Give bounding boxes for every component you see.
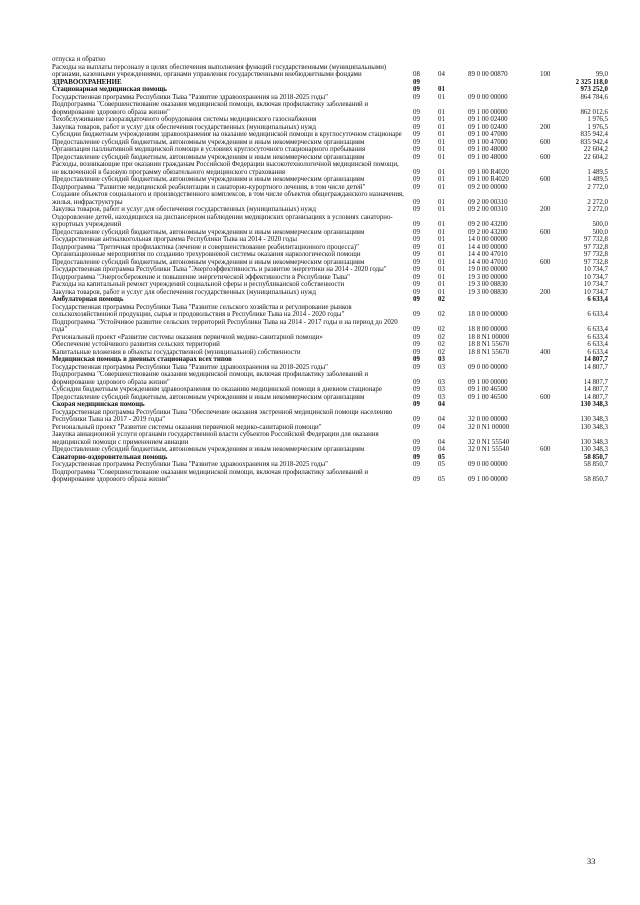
section-row bbox=[52, 454, 608, 462]
row-razdel: 09 bbox=[413, 266, 420, 273]
row-podrazdel: 01 bbox=[438, 281, 445, 288]
row-target-article: 32 0 N1 00000 bbox=[468, 423, 510, 431]
row-podrazdel: 01 bbox=[438, 236, 445, 243]
table-row bbox=[52, 191, 608, 206]
row-target-article: 09 1 00 R4020 bbox=[468, 168, 509, 176]
table-row bbox=[52, 364, 608, 372]
row-amount: 10 734,7 bbox=[583, 281, 608, 288]
row-razdel: 09 bbox=[413, 131, 420, 138]
row-description: Предоставление субсидий бюджетным, автономным учреждениям и иным некоммерческим организациям bbox=[52, 153, 365, 161]
row-amount: 58 850,7 bbox=[583, 453, 608, 461]
row-description: Предоставление субсидий бюджетным, автономным учреждениям и иным некоммерческим организациям bbox=[52, 393, 365, 401]
row-description: ЗДРАВООХРАНЕНИЕ bbox=[52, 78, 122, 86]
row-target-article: 19 3 00 08830 bbox=[468, 281, 508, 288]
row-amount: 14 807,7 bbox=[583, 356, 608, 363]
table-row bbox=[52, 469, 608, 484]
table-row bbox=[52, 424, 608, 432]
table-row bbox=[52, 386, 608, 394]
row-description: Субсидии бюджетным учреждениям здравоохранения на оказание медицинской помощи в круглосуточном стационаре bbox=[52, 131, 402, 138]
row-podrazdel: 02 bbox=[438, 296, 445, 303]
row-expense-type: 600 bbox=[540, 153, 551, 161]
row-amount: 2 272,0 bbox=[587, 198, 608, 206]
row-description: Субсидии бюджетным учреждениям здравоохранения по оказанию медицинской помощи в дневном стационаре bbox=[52, 386, 382, 393]
row-amount: 2 772,0 bbox=[587, 183, 608, 191]
row-razdel: 09 bbox=[413, 221, 420, 228]
row-target-article: 18 8 N1 00000 bbox=[468, 333, 510, 341]
row-razdel: 09 bbox=[413, 198, 420, 206]
row-podrazdel: 02 bbox=[438, 311, 445, 318]
table-row bbox=[52, 116, 608, 124]
row-description: Подпрограмма "Развитие медицинской реабилитации и санаторно-курортного лечения, в том числе детей" bbox=[52, 183, 366, 191]
row-podrazdel: 01 bbox=[438, 146, 445, 153]
row-amount: 10 734,7 bbox=[583, 288, 608, 296]
row-razdel: 09 bbox=[413, 423, 420, 431]
table-row bbox=[52, 289, 608, 297]
row-amount: 130 348,3 bbox=[580, 446, 608, 453]
table-row bbox=[52, 259, 608, 267]
row-target-article: 09 1 00 02400 bbox=[468, 116, 508, 123]
row-podrazdel: 03 bbox=[438, 363, 445, 371]
table-row bbox=[52, 184, 608, 192]
row-description: Расходы, возникающие при оказании гражданам Российской Федерации высокотехнологичной медицинской помощи, не включенной в базовую программу обязательного медицинского страхования bbox=[52, 161, 399, 176]
row-podrazdel: 01 bbox=[438, 183, 445, 191]
row-description: Предоставление субсидий бюджетным, автономным учреждениям и иным некоммерческим организациям bbox=[52, 258, 365, 266]
row-razdel: 09 bbox=[413, 236, 420, 243]
row-description: Создание объектов социального и производственного комплексов, в том числе объектов общегражданского назначения, жилья, инфраструктуры bbox=[52, 191, 404, 206]
section-row bbox=[52, 356, 608, 364]
page-number: 33 bbox=[587, 856, 596, 866]
row-amount: 14 807,7 bbox=[583, 393, 608, 401]
row-amount: 973 252,0 bbox=[580, 86, 608, 93]
table-row bbox=[52, 131, 608, 139]
row-podrazdel: 04 bbox=[438, 71, 445, 78]
row-podrazdel: 02 bbox=[438, 333, 445, 341]
row-podrazdel: 05 bbox=[438, 476, 445, 483]
row-podrazdel: 05 bbox=[438, 453, 445, 461]
row-description: Предоставление субсидий бюджетным, автономным учреждениям и иным некоммерческим организациям bbox=[52, 228, 365, 236]
row-razdel: 09 bbox=[413, 251, 420, 258]
row-description: Подпрограмма "Совершенствование оказания медицинской помощи, включая профилактику заболеваний и формирование здорового образа жизни" bbox=[52, 101, 369, 116]
row-expense-type: 200 bbox=[540, 288, 551, 296]
row-target-article: 18 0 00 00000 bbox=[468, 311, 508, 318]
row-description: Закупка авиационной услуги органами государственной власти субъектов Российской Федерации для оказания медицинской помощи с применением авиации bbox=[52, 431, 379, 446]
row-target-article: 09 1 00 46500 bbox=[468, 386, 508, 393]
row-description: Государственная программа Республики Тыва "Обеспечение оказания экстренной медицинской помощи населению Республики Тыва на 2017 - 2019 годы" bbox=[52, 408, 393, 423]
row-description: Подпрограмма "Совершенствование оказания медицинской помощи, включая профилактику заболеваний и формирование здорового образа жизни" bbox=[52, 468, 369, 483]
row-target-article: 19 3 00 00000 bbox=[468, 273, 508, 281]
row-target-article: 09 1 00 48000 bbox=[468, 153, 508, 161]
row-expense-type: 100 bbox=[540, 71, 551, 78]
row-description: Предоставление субсидий бюджетным, автономным учреждениям и иным некоммерческим организациям bbox=[52, 446, 365, 453]
row-description: Региональный проект «Развитие системы оказания первичной медико-санитарной помощи» bbox=[52, 333, 323, 341]
row-description: Медицинская помощь в дневных стационарах всех типов bbox=[52, 356, 232, 363]
row-podrazdel: 01 bbox=[438, 243, 445, 251]
row-target-article: 09 1 00 47000 bbox=[468, 138, 508, 146]
row-razdel: 09 bbox=[413, 183, 420, 191]
row-razdel: 09 bbox=[413, 401, 420, 408]
row-amount: 500,0 bbox=[592, 228, 608, 236]
row-description: Предоставление субсидий бюджетным, автономным учреждениям и иным некоммерческим организациям bbox=[52, 176, 365, 183]
row-description: Государственная программа Республики Тыва "Развитие здравоохранения на 2018-2025 годы" bbox=[52, 363, 328, 371]
row-description: Государственная антиалкогольная программа Республики Тыва на 2014 - 2020 годы bbox=[52, 236, 297, 243]
row-target-article: 09 1 00 47000 bbox=[468, 131, 508, 138]
row-expense-type: 200 bbox=[540, 206, 551, 213]
row-podrazdel: 01 bbox=[438, 153, 445, 161]
row-amount: 14 807,7 bbox=[583, 386, 608, 393]
row-amount: 500,0 bbox=[592, 221, 608, 228]
row-razdel: 09 bbox=[413, 416, 420, 423]
table-row bbox=[52, 56, 608, 64]
table-row bbox=[52, 244, 608, 252]
table-row bbox=[52, 274, 608, 282]
row-target-article: 14 4 00 47010 bbox=[468, 251, 508, 258]
row-amount: 6 633,4 bbox=[587, 296, 608, 303]
row-description: Закупка товаров, работ и услуг для обеспечения государственных (муниципальных) нужд bbox=[52, 206, 316, 213]
table-row bbox=[52, 206, 608, 214]
row-razdel: 09 bbox=[413, 123, 420, 131]
row-expense-type: 200 bbox=[540, 123, 551, 131]
row-target-article: 09 2 00 43200 bbox=[468, 228, 508, 236]
row-description: Государственная программа Республики Тыва "Развитие сельского хозяйства и регулирование рынков сельскохозяйственной продукции, сырья и продовольствия в Республике Тыва на 2014 - 2020 годы" bbox=[52, 303, 352, 318]
table-row bbox=[52, 409, 608, 424]
row-description: Подпрограмма "Энергосбережение и повышение энергетической эффективности в Республике Тыва" bbox=[52, 273, 350, 281]
row-amount: 97 732,8 bbox=[583, 243, 608, 251]
row-target-article: 09 2 00 43200 bbox=[468, 221, 508, 228]
row-podrazdel: 03 bbox=[438, 393, 445, 401]
table-row bbox=[52, 251, 608, 259]
row-podrazdel: 04 bbox=[438, 401, 445, 408]
row-amount: 2 272,0 bbox=[587, 206, 608, 213]
row-razdel: 09 bbox=[413, 446, 420, 453]
row-expense-type: 600 bbox=[540, 176, 551, 183]
row-razdel: 09 bbox=[413, 206, 420, 213]
row-amount: 14 807,7 bbox=[583, 378, 608, 386]
row-razdel: 09 bbox=[413, 243, 420, 251]
table-row bbox=[52, 139, 608, 147]
row-description: Расходы на выплаты персоналу в целях обеспечения выполнения функций государственными (муниципальными) органами, казенными учреждениями, органами управления государственными внебюджетными фондами bbox=[52, 63, 387, 78]
row-target-article: 09 2 00 00000 bbox=[468, 183, 508, 191]
row-razdel: 09 bbox=[413, 326, 420, 333]
row-description: Санаторно-оздоровительная помощь bbox=[52, 453, 168, 461]
row-amount: 6 633,4 bbox=[587, 348, 608, 356]
row-target-article: 09 2 00 00310 bbox=[468, 206, 508, 213]
row-podrazdel: 01 bbox=[438, 228, 445, 236]
row-podrazdel: 02 bbox=[438, 341, 445, 348]
row-description: Подпрограмма "Совершенствование оказания медицинской помощи, включая профилактику заболеваний и формирование здорового образа жизни" bbox=[52, 371, 369, 386]
row-target-article: 09 0 00 00000 bbox=[468, 93, 508, 101]
row-podrazdel: 01 bbox=[438, 198, 445, 206]
row-razdel: 09 bbox=[413, 453, 420, 461]
row-podrazdel: 04 bbox=[438, 446, 445, 453]
row-amount: 1 489,5 bbox=[587, 176, 608, 183]
table-row bbox=[52, 461, 608, 469]
row-description: Государственная программа Республики Тыва "Развитие здравоохранения на 2018-2025 годы" bbox=[52, 461, 328, 468]
table-row bbox=[52, 101, 608, 116]
row-expense-type: 600 bbox=[540, 258, 551, 266]
row-amount: 6 633,4 bbox=[587, 333, 608, 341]
row-amount: 2 325 118,0 bbox=[575, 78, 608, 86]
row-razdel: 09 bbox=[413, 78, 420, 86]
row-amount: 835 942,4 bbox=[580, 138, 608, 146]
row-razdel: 09 bbox=[413, 461, 420, 468]
row-podrazdel: 01 bbox=[438, 131, 445, 138]
row-podrazdel: 01 bbox=[438, 123, 445, 131]
row-podrazdel: 02 bbox=[438, 326, 445, 333]
row-podrazdel: 01 bbox=[438, 108, 445, 116]
row-amount: 1 489,5 bbox=[587, 168, 608, 176]
row-amount: 130 348,3 bbox=[580, 423, 608, 431]
row-description: Организационные мероприятия по созданию трехуровневой системы оказания наркологической помощи bbox=[52, 251, 361, 258]
row-podrazdel: 01 bbox=[438, 221, 445, 228]
row-expense-type: 600 bbox=[540, 393, 551, 401]
row-description: Подпрограмма "Устойчивое развитие сельских территорий Республики Тыва на 2014 - 2017 годы и на период до 2020 года" bbox=[52, 318, 398, 333]
row-description: Расходы на капитальный ремонт учреждений социальной сферы и республиканской собственности bbox=[52, 281, 345, 288]
row-amount: 14 807,7 bbox=[583, 363, 608, 371]
row-target-article: 09 1 00 00000 bbox=[468, 108, 508, 116]
row-description: Государственная программа Республики Тыва "Развитие здравоохранения на 2018-2025 годы" bbox=[52, 93, 328, 101]
table-row bbox=[52, 446, 608, 454]
row-target-article: 09 0 00 00000 bbox=[468, 461, 508, 468]
row-razdel: 09 bbox=[413, 288, 420, 296]
row-amount: 58 850,7 bbox=[583, 476, 608, 483]
table-row bbox=[52, 229, 608, 237]
row-podrazdel: 01 bbox=[438, 273, 445, 281]
table-row bbox=[52, 154, 608, 162]
row-razdel: 09 bbox=[413, 93, 420, 101]
row-podrazdel: 01 bbox=[438, 86, 445, 93]
row-razdel: 09 bbox=[413, 438, 420, 446]
row-amount: 97 732,8 bbox=[583, 251, 608, 258]
row-description: Скорая медицинская помощь bbox=[52, 401, 145, 408]
row-description: Оздоровление детей, находящихся на диспансерном наблюдении медицинских организациях в условиях санаторно-курортных учреждений bbox=[52, 213, 393, 228]
row-target-article: 18 8 N1 55670 bbox=[468, 341, 510, 348]
row-expense-type: 600 bbox=[540, 138, 551, 146]
section-row bbox=[52, 79, 608, 87]
row-amount: 10 734,7 bbox=[583, 266, 608, 273]
row-target-article: 19 3 00 08830 bbox=[468, 288, 508, 296]
row-expense-type: 600 bbox=[540, 446, 551, 453]
row-amount: 58 850,7 bbox=[583, 461, 608, 468]
row-razdel: 09 bbox=[413, 378, 420, 386]
row-podrazdel: 02 bbox=[438, 348, 445, 356]
row-target-article: 32 0 N1 55540 bbox=[468, 438, 510, 446]
row-expense-type: 600 bbox=[540, 228, 551, 236]
row-razdel: 09 bbox=[413, 273, 420, 281]
row-target-article: 09 1 00 R4020 bbox=[468, 176, 509, 183]
row-amount: 6 633,4 bbox=[587, 341, 608, 348]
row-podrazdel: 01 bbox=[438, 93, 445, 101]
row-razdel: 09 bbox=[413, 348, 420, 356]
row-description: Закупка товаров, работ и услуг для обеспечения государственных (муниципальных) нужд bbox=[52, 123, 316, 131]
row-expense-type: 400 bbox=[540, 348, 551, 356]
table-row bbox=[52, 94, 608, 102]
row-podrazdel: 01 bbox=[438, 138, 445, 146]
table-row bbox=[52, 266, 608, 274]
table-row bbox=[52, 394, 608, 402]
row-podrazdel: 01 bbox=[438, 206, 445, 213]
row-target-article: 18 8 N1 55670 bbox=[468, 348, 510, 356]
row-podrazdel: 04 bbox=[438, 438, 445, 446]
row-amount: 22 604,2 bbox=[583, 153, 608, 161]
row-podrazdel: 05 bbox=[438, 461, 445, 468]
row-razdel: 09 bbox=[413, 333, 420, 341]
row-target-article: 09 1 00 48000 bbox=[468, 146, 508, 153]
row-description: Подпрограмма "Третичная профилактика (лечение и совершенствование реабилитационного процесса)" bbox=[52, 243, 359, 251]
row-target-article: 32 0 N1 55540 bbox=[468, 446, 510, 453]
row-description: Капитальные вложения в объекты государственной (муниципальной) собственности bbox=[52, 348, 301, 356]
row-target-article: 14 4 00 47010 bbox=[468, 258, 508, 266]
row-description: Обеспечение устойчивого развития сельских территорий bbox=[52, 341, 220, 348]
row-amount: 22 604,2 bbox=[583, 146, 608, 153]
row-target-article: 89 0 00 00870 bbox=[468, 71, 508, 78]
row-podrazdel: 04 bbox=[438, 423, 445, 431]
row-description: Закупка товаров, работ и услуг для обеспечения государственных (муниципальных) нужд bbox=[52, 288, 316, 296]
row-amount: 97 732,8 bbox=[583, 236, 608, 243]
row-amount: 130 348,3 bbox=[580, 438, 608, 446]
row-description: Предоставление субсидий бюджетным, автономным учреждениям и иным некоммерческим организациям bbox=[52, 138, 365, 146]
table-row bbox=[52, 341, 608, 349]
section-row bbox=[52, 296, 608, 304]
table-row bbox=[52, 124, 608, 132]
row-razdel: 09 bbox=[413, 258, 420, 266]
row-description: Региональный проект "Развитие системы оказания первичной медико-санитарной помощи" bbox=[52, 423, 322, 431]
row-amount: 1 976,5 bbox=[587, 123, 608, 131]
row-razdel: 09 bbox=[413, 356, 420, 363]
row-amount: 10 734,7 bbox=[583, 273, 608, 281]
row-podrazdel: 01 bbox=[438, 176, 445, 183]
row-razdel: 08 bbox=[413, 71, 420, 78]
table-row bbox=[52, 319, 608, 334]
row-podrazdel: 01 bbox=[438, 258, 445, 266]
row-target-article: 14 4 00 00000 bbox=[468, 243, 508, 251]
row-razdel: 09 bbox=[413, 153, 420, 161]
row-amount: 1 976,5 bbox=[587, 116, 608, 123]
table-row bbox=[52, 176, 608, 184]
row-description: отпуска и обратно bbox=[52, 56, 106, 63]
table-row bbox=[52, 214, 608, 229]
row-razdel: 09 bbox=[413, 228, 420, 236]
row-razdel: 09 bbox=[413, 311, 420, 318]
row-description: Стационарная медицинская помощь bbox=[52, 86, 167, 93]
row-razdel: 09 bbox=[413, 476, 420, 483]
row-target-article: 09 2 00 00310 bbox=[468, 198, 508, 206]
row-amount: 130 348,3 bbox=[580, 416, 608, 423]
row-target-article: 09 1 00 00000 bbox=[468, 378, 508, 386]
row-target-article: 19 0 00 00000 bbox=[468, 266, 508, 273]
table-row bbox=[52, 371, 608, 386]
row-description: Техобслуживание газоразвдаточного оборудования системы медицинского газоснабжения bbox=[52, 116, 317, 123]
table-row bbox=[52, 334, 608, 342]
row-target-article: 09 1 00 00000 bbox=[468, 476, 508, 483]
row-razdel: 09 bbox=[413, 116, 420, 123]
row-podrazdel: 03 bbox=[438, 386, 445, 393]
table-row bbox=[52, 281, 608, 289]
row-podrazdel: 01 bbox=[438, 168, 445, 176]
table-row bbox=[52, 64, 608, 79]
row-razdel: 09 bbox=[413, 108, 420, 116]
row-amount: 6 633,4 bbox=[587, 311, 608, 318]
row-podrazdel: 01 bbox=[438, 288, 445, 296]
section-row bbox=[52, 86, 608, 94]
row-amount: 99,0 bbox=[595, 71, 608, 78]
row-amount: 130 348,3 bbox=[580, 401, 608, 408]
table-row bbox=[52, 431, 608, 446]
section-row bbox=[52, 401, 608, 409]
row-podrazdel: 01 bbox=[438, 251, 445, 258]
row-razdel: 09 bbox=[413, 281, 420, 288]
row-amount: 864 784,6 bbox=[580, 93, 608, 101]
row-razdel: 09 bbox=[413, 138, 420, 146]
row-podrazdel: 04 bbox=[438, 416, 445, 423]
row-razdel: 09 bbox=[413, 176, 420, 183]
table-row bbox=[52, 146, 608, 154]
table-row bbox=[52, 161, 608, 176]
row-podrazdel: 01 bbox=[438, 266, 445, 273]
row-amount: 862 012,6 bbox=[580, 108, 608, 116]
table-row bbox=[52, 236, 608, 244]
row-amount: 6 633,4 bbox=[587, 326, 608, 333]
row-razdel: 09 bbox=[413, 363, 420, 371]
row-razdel: 09 bbox=[413, 86, 420, 93]
row-target-article: 09 1 00 02400 bbox=[468, 123, 508, 131]
row-razdel: 09 bbox=[413, 168, 420, 176]
row-razdel: 09 bbox=[413, 296, 420, 303]
row-target-article: 32 0 00 00000 bbox=[468, 416, 508, 423]
row-podrazdel: 01 bbox=[438, 116, 445, 123]
row-description: Амбулаторная помощь bbox=[52, 296, 124, 303]
row-description: Организация паллиативной медицинской помощи в условиях круглосуточного стационарного пребывания bbox=[52, 146, 366, 153]
row-target-article: 09 1 00 46500 bbox=[468, 393, 508, 401]
row-podrazdel: 03 bbox=[438, 378, 445, 386]
row-target-article: 18 8 00 00000 bbox=[468, 326, 508, 333]
row-amount: 97 732,8 bbox=[583, 258, 608, 266]
table-row bbox=[52, 349, 608, 357]
row-razdel: 09 bbox=[413, 146, 420, 153]
row-description: Государственная программа Республики Тыва "Энергоэффективность и развитие энергетики на 2014 - 2020 годы" bbox=[52, 266, 387, 273]
row-razdel: 09 bbox=[413, 393, 420, 401]
budget-table bbox=[52, 56, 608, 484]
row-target-article: 09 0 00 00000 bbox=[468, 363, 508, 371]
row-podrazdel: 03 bbox=[438, 356, 445, 363]
row-razdel: 09 bbox=[413, 341, 420, 348]
table-row bbox=[52, 304, 608, 319]
row-razdel: 09 bbox=[413, 386, 420, 393]
row-target-article: 14 0 00 00000 bbox=[468, 236, 508, 243]
row-amount: 835 942,4 bbox=[580, 131, 608, 138]
